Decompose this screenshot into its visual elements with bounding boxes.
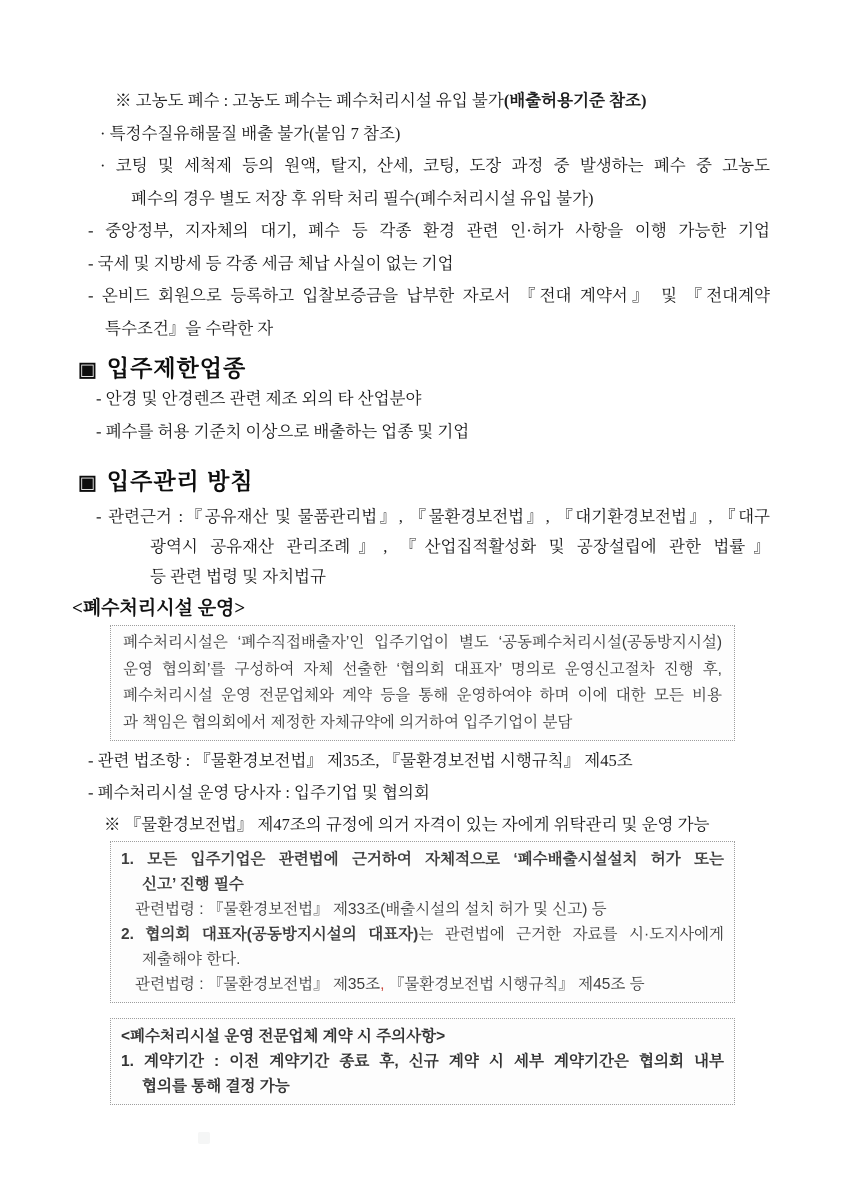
dash-item-tax-arrears: - 국세 및 지방세 등 각종 세금 체납 사실이 없는 기업 bbox=[88, 253, 454, 273]
bullet-item-coating-line2: 폐수의 경우 별도 저장 후 위탁 처리 필수(폐수처리시설 유입 불가) bbox=[131, 188, 594, 208]
legal-basis-paragraph bbox=[80, 502, 770, 592]
bullet-item-coating-line1: · 코팅 및 세척제 등의 원액, 탈지, 산세, 코팅, 도장 과정 중 발생하는 폐수 중 고농도 bbox=[100, 156, 770, 175]
section-marker-icon: ▣ bbox=[78, 359, 97, 381]
legal-basis-line2: 광역시 공유재산 관리조례』, 『산업집적활성화 및 공장설립에 관한 법률』 bbox=[150, 537, 770, 556]
note-entrusted-management: ※ 『물환경보전법』 제47조의 규정에 의거 자격이 있는 자에게 위탁관리 및 운영 가능 bbox=[104, 815, 710, 834]
info-box-operation-overview bbox=[110, 625, 735, 741]
box2-item1-line2: 신고’ 진행 필수 bbox=[142, 876, 244, 893]
dash-item-operation-parties: - 폐수처리시설 운영 당사자 : 입주기업 및 협의회 bbox=[88, 783, 430, 802]
section-title: 입주제한업종 bbox=[106, 355, 247, 381]
note-high-concentration bbox=[115, 85, 770, 118]
dash-item-onbid-line1: - 온비드 회원으로 등록하고 입찰보증금을 납부한 자로서 『전대 계약서』 및 『전대계약 bbox=[88, 286, 770, 305]
box2-law2-text2: 『물환경보전법 시행규칙』 제45조 등 bbox=[384, 976, 645, 993]
box1-line4: 과 책임은 협의회에서 제정한 자체규약에 의거하여 입주기업이 분담 bbox=[123, 713, 573, 731]
faint-smudge-artifact bbox=[198, 1132, 210, 1144]
box3-item1-line1: 1. 계약기간 : 이전 계약기간 종료 후, 신규 계약 시 세부 계약기간은 협의회 내부 bbox=[121, 1053, 724, 1070]
box2-law2-red-comma: , bbox=[380, 976, 385, 993]
section-heading-restricted-industries bbox=[78, 353, 770, 383]
box2-item2-law bbox=[135, 972, 724, 997]
restricted-item-2: - 폐수를 허용 기준치 이상으로 배출하는 업종 및 기업 bbox=[96, 421, 470, 441]
subsection-title-wastewater-operation: <폐수처리시설 운영> bbox=[72, 598, 246, 619]
box1-line1: 폐수처리시설은 ‘폐수직접배출자’인 입주기업이 별도 ‘공동폐수처리시설(공동방지시설) bbox=[123, 634, 722, 651]
info-box-legal-requirements bbox=[110, 841, 735, 1003]
legal-basis-line1: - 관련근거 :『공유재산 및 물품관리법』, 『물환경보전법』, 『대기환경보전법』, 『대구 bbox=[96, 507, 770, 526]
section-title: 입주관리 방침 bbox=[106, 468, 254, 494]
section-marker-icon: ▣ bbox=[78, 472, 97, 494]
section-heading-management-policy bbox=[78, 466, 770, 496]
box2-law2-text: 관련법령 : 『물환경보전법』 제35조 bbox=[135, 976, 381, 993]
dash-item-related-law: - 관련 법조항 : 『물환경보전법』 제35조, 『물환경보전법 시행규칙』 제45조 bbox=[88, 751, 633, 770]
box1-line2: 운영 협의회’를 구성하여 자체 선출한 ‘협의회 대표자’ 명의로 운영신고절차 진행 후, bbox=[123, 660, 722, 678]
note-bold-emphasis: (배출허용기준 참조) bbox=[503, 91, 647, 110]
dash-item-onbid-line2: 특수조건』을 수락한 자 bbox=[105, 318, 274, 338]
legal-basis-line3: 등 관련 법령 및 자치법규 bbox=[150, 567, 326, 586]
box1-line3: 폐수처리시설 운영 전문업체와 계약 등을 통해 운영하여야 하며 이에 대한 모든 비용 bbox=[123, 687, 722, 704]
box2-item1-line1: 1. 모든 입주기업은 관련법에 근거하여 자체적으로 ‘폐수배출시설설치 허가 또는 bbox=[121, 851, 724, 868]
box2-item2-line2: 제출해야 한다. bbox=[142, 951, 241, 968]
box3-item1-line2: 협의를 통해 결정 가능 bbox=[142, 1078, 290, 1095]
box3-title: <폐수처리시설 운영 전문업체 계약 시 주의사항> bbox=[121, 1028, 446, 1045]
dash-item-government-permits: - 중앙정부, 지자체의 대기, 폐수 등 각종 환경 관련 인·허가 사항을 이행 가능한 기업 bbox=[88, 221, 770, 240]
note-text: ※ 고농도 폐수 : 고농도 폐수는 폐수처리시설 유입 불가 bbox=[115, 91, 504, 110]
box2-item2-line1 bbox=[121, 922, 724, 947]
restricted-item-1: - 안경 및 안경렌즈 관련 제조 외의 타 산업분야 bbox=[96, 389, 422, 408]
box2-item2-bold: 2. 협의회 대표자(공동방지시설의 대표자) bbox=[121, 926, 419, 943]
bullet-item-hazardous-substance: · 특정수질유해물질 배출 불가(붙임 7 참조) bbox=[100, 123, 401, 143]
box2-item2-rest: 는 관련법에 근거한 자료를 시·도지사에게 bbox=[418, 926, 724, 943]
info-box-contract-cautions bbox=[110, 1018, 735, 1105]
box2-item1-law: 관련법령 : 『물환경보전법』 제33조(배출시설의 설치 허가 및 신고) 등 bbox=[135, 901, 607, 918]
